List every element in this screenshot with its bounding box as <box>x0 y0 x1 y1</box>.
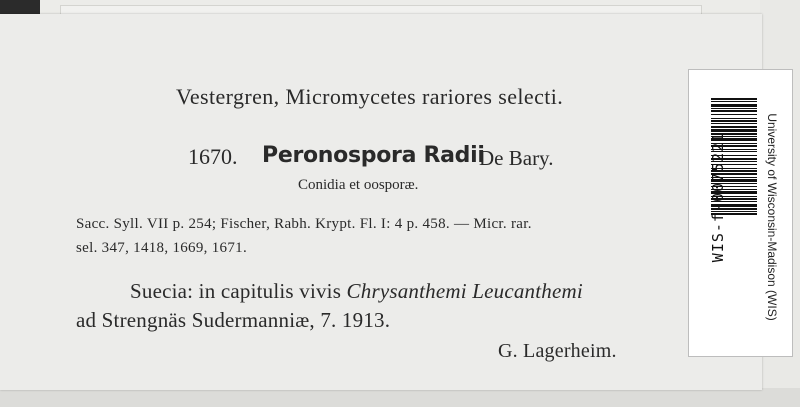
taxon-author: De Bary. <box>479 146 554 170</box>
locality-prefix: Suecia: in capitulis vivis <box>130 279 347 303</box>
locality-line-1 <box>130 279 583 304</box>
host-name: Chrysanthemi Leucanthemi <box>346 279 583 303</box>
taxon-name: Peronospora Radii <box>262 143 485 168</box>
barcode-number: WIS-f-0075221 <box>709 131 727 263</box>
specimen-label <box>0 14 762 390</box>
specimen-number: 1670. <box>188 144 238 169</box>
references-line-1: Sacc. Syll. VII p. 254; Fischer, Rabh. Krypt. Fl. I: 4 p. 458. — Micr. rar. <box>76 216 532 232</box>
locality-line-2: ad Strengnäs Sudermanniæ, 7. 1913. <box>76 308 391 332</box>
specimen-contents: Conidia et oosporæ. <box>298 177 419 193</box>
background-paper-bottom <box>0 388 800 407</box>
label-header: Vestergren, Micromycetes rariores selecti. <box>176 84 564 109</box>
collector-name: G. Lagerheim. <box>498 340 617 362</box>
references-line-2: sel. 347, 1418, 1669, 1671. <box>76 240 248 256</box>
institution-name: University of Wisconsin-Madison (WIS) <box>765 113 779 321</box>
barcode-label <box>688 69 793 357</box>
